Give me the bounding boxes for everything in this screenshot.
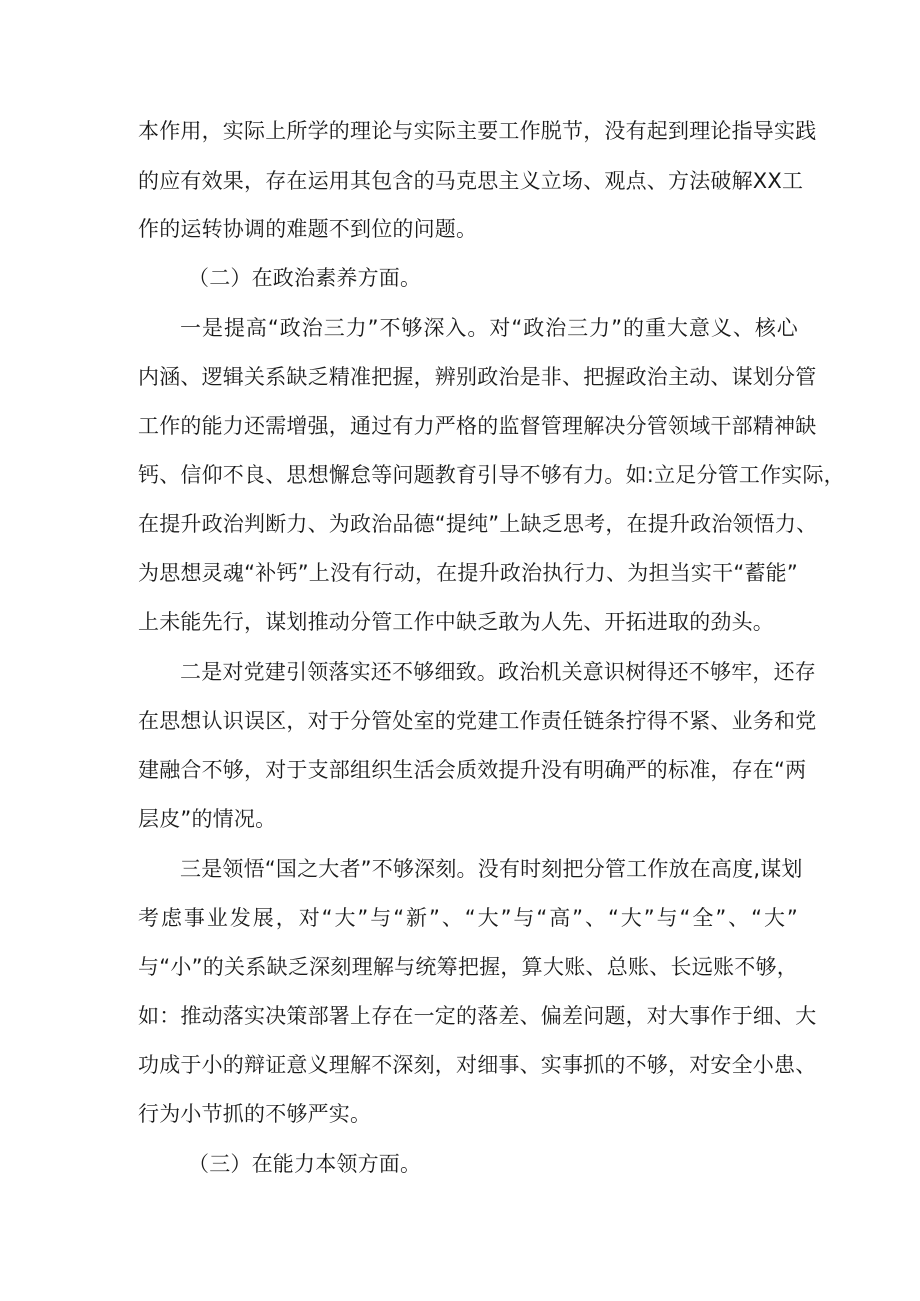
text-line: 考虑事业发展，对“大”与“新”、“大”与“高”、“大”与“全”、“大” xyxy=(138,906,798,930)
text-line: 的应有效果，存在运用其包含的马克思主义立场、观点、方法破解XX工 xyxy=(138,169,804,193)
text-line: 功成于小的辩证意义理解不深刻，对细事、实事抓的不够，对安全小患、 xyxy=(138,1053,817,1077)
text-line: 本作用，实际上所学的理论与实际主要工作脱节，没有起到理论指导实践 xyxy=(138,119,817,143)
text-line: 内涵、逻辑关系缺乏精准把握，辨别政治是非、把握政治主动、谋划分管 xyxy=(138,365,817,389)
text-line: 工作的能力还需增强，通过有力严格的监督管理解决分管领域干部精神缺 xyxy=(138,414,817,438)
text-line: 如：推动落实决策部署上存在一定的落差、偏差问题，对大事作于细、大 xyxy=(138,1004,817,1028)
text-line: 作的运转协调的难题不到位的问题。 xyxy=(138,217,478,241)
paragraph-first-line: 二是对党建引领落实还不够细致。政治机关意识树得还不够牢，还存 xyxy=(180,660,816,684)
section-heading: （三）在能力本领方面。 xyxy=(188,1152,422,1176)
text-line: 建融合不够，对于支部组织生活会质效提升没有明确严的标准，存在“两 xyxy=(138,758,807,782)
text-line: 层皮”的情况。 xyxy=(138,807,277,831)
text-line: 为思想灵魂“补钙”上没有行动，在提升政治执行力、为担当实干“蓄能” xyxy=(138,561,798,585)
text-line: 在思想认识误区，对于分管处室的党建工作责任链条拧得不紧、业务和党 xyxy=(138,709,817,733)
paragraph-first-line: 一是提高“政治三力”不够深入。对“政治三力”的重大意义、核心 xyxy=(180,316,798,340)
paragraph-first-line: 三是领悟“国之大者”不够深刻。没有时刻把分管工作放在高度,谋划 xyxy=(180,857,803,881)
text-line: 与“小”的关系缺乏深刻理解与统筹把握，算大账、总账、长远账不够， xyxy=(138,955,798,979)
text-line: 上未能先行，谋划推动分管工作中缺乏敢为人先、开拓进取的劲头。 xyxy=(138,610,774,634)
text-line: 行为小节抓的不够严实。 xyxy=(138,1102,372,1126)
section-heading: （二）在政治素养方面。 xyxy=(188,266,422,290)
text-line: 钙、信仰不良、思想懈怠等问题教育引导不够有力。如:立足分管工作实际， xyxy=(138,463,845,487)
text-line: 在提升政治判断力、为政治品德“提纯”上缺乏思考，在提升政治领悟力、 xyxy=(138,512,818,536)
